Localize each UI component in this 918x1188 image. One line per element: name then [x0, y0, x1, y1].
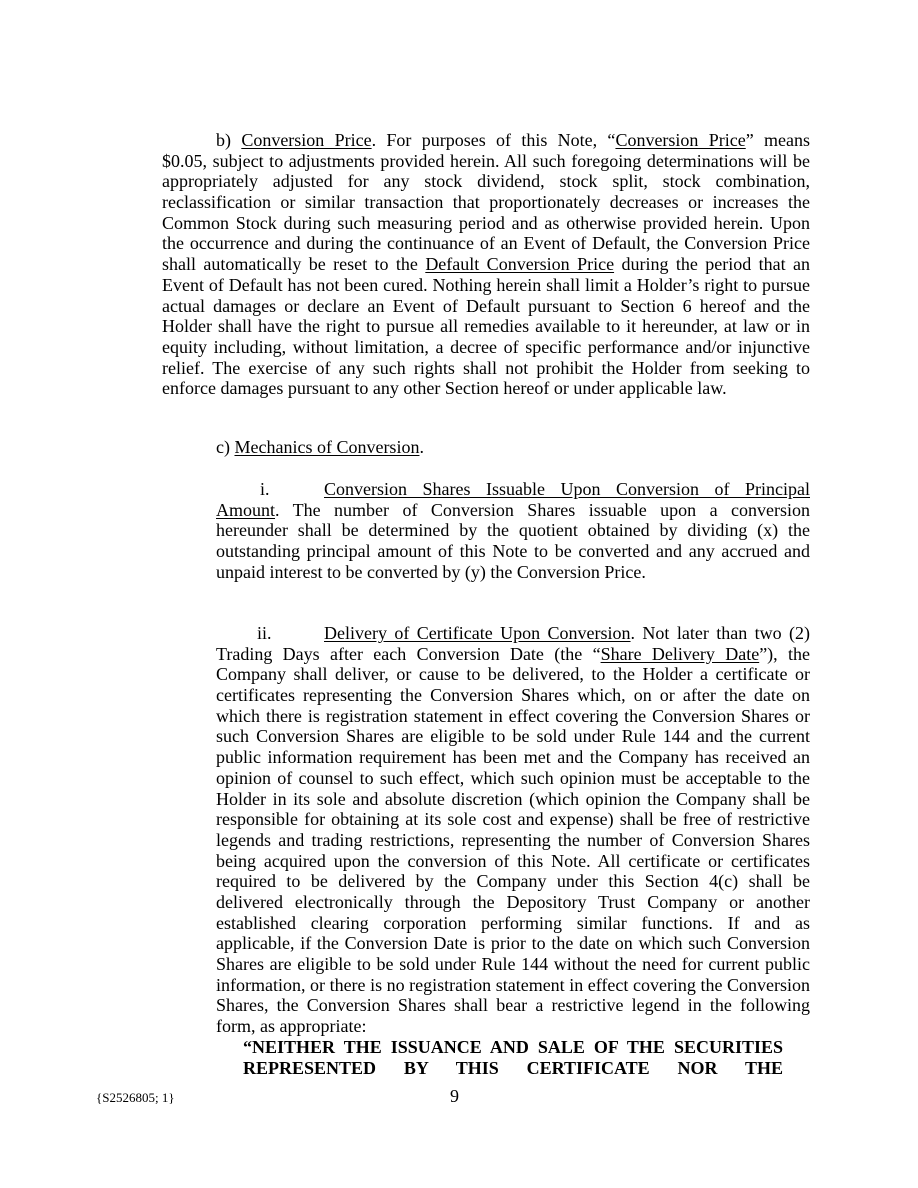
text-run: outstanding principal amount of this Note to be converted and any accrued and — [216, 541, 810, 562]
underlined-term: Mechanics of Conversion — [234, 437, 420, 457]
underlined-term: Conversion Price — [241, 130, 372, 150]
text-run: unpaid interest to be converted by (y) the Conversion Price. — [216, 561, 646, 582]
text-run: Event of Default has not been cured. Nothing herein shall limit a Holder’s right to pursue — [162, 274, 810, 295]
text-run: being acquired upon the conversion of this Note. All certificate or certificates — [216, 850, 810, 871]
text-run: appropriately adjusted for any stock dividend, stock split, stock combination, — [162, 171, 810, 192]
text-line — [216, 1016, 810, 1037]
text-run: the occurrence and during the continuance of an Event of Default, the Conversion Price — [162, 233, 810, 254]
text-run: REPRESENTED BY THIS CERTIFICATE NOR THE — [243, 1057, 783, 1078]
text-run: such Conversion Shares are eligible to be sold under Rule 144 and the current — [216, 726, 810, 747]
underlined-term: Conversion Price — [615, 130, 746, 150]
text-line — [216, 747, 810, 768]
text-run: equity including, without limitation, a decree of specific performance and/or injunctive — [162, 336, 810, 357]
text-run: b) — [216, 130, 242, 150]
text-line — [216, 685, 810, 706]
text-run: shall automatically be reset to the — [162, 254, 426, 275]
text-line — [162, 213, 810, 234]
text-run: enforce damages pursuant to any other Section hereof or under applicable law. — [162, 378, 727, 399]
paragraph-conversion-price — [162, 130, 810, 399]
text-line — [216, 871, 810, 892]
text-run: . Not later than two (2) — [630, 623, 810, 643]
text-run: hereunder shall be determined by the quotient obtained by dividing (x) the — [216, 520, 810, 541]
section-label: i. — [260, 479, 270, 499]
text-run: information, or there is no registration statement in effect covering the Conversion — [216, 974, 810, 995]
text-run: actual damages or declare an Event of Default pursuant to Section 6 hereof and the — [162, 295, 810, 316]
text-line — [162, 337, 810, 358]
text-run: public information requirement has been met and the Company has received an — [216, 747, 810, 768]
text-run: $0.05, subject to adjustments provided herein. All such foregoing determinations will be — [162, 150, 810, 171]
text-line — [162, 130, 810, 151]
text-run: ”), the — [759, 643, 810, 664]
text-run: . — [419, 437, 424, 457]
paragraph-delivery-of-certificate — [216, 623, 810, 1037]
text-run: opinion of counsel to such effect, which such opinion must be acceptable to the — [216, 767, 810, 788]
text-line — [162, 378, 810, 399]
text-line — [216, 892, 810, 913]
text-run: legends and trading restrictions, representing the number of Conversion Shares — [216, 829, 810, 850]
underlined-term: Amount — [216, 499, 276, 520]
text-line — [216, 520, 810, 541]
text-run: “NEITHER THE ISSUANCE AND SALE OF THE SECURITIES — [243, 1037, 783, 1057]
text-run: Shares are eligible to be sold under Rule 144 without the need for current public — [216, 954, 810, 974]
text-line — [162, 151, 810, 172]
text-line — [162, 171, 810, 192]
restrictive-legend — [243, 1037, 783, 1078]
text-run: delivered electronically through the Depository Trust Company or another — [216, 891, 810, 912]
text-run: responsible for obtaining at its sole cost and expense) shall be free of restrictive — [216, 809, 810, 830]
text-run: Holder in its sole and absolute discretion (which opinion the Company shall be — [216, 788, 810, 809]
text-line — [162, 254, 810, 275]
text-line — [162, 296, 810, 317]
text-line — [216, 789, 810, 810]
text-line — [216, 644, 810, 665]
text-line — [162, 358, 810, 379]
text-run: certificates representing the Conversion Shares which, on or after the date on — [216, 685, 810, 706]
text-line — [216, 975, 810, 996]
text-line — [216, 954, 810, 975]
text-line — [243, 1058, 783, 1079]
text-run: required to be delivered by the Company under this Section 4(c) shall be — [216, 871, 810, 892]
text-run: form, as appropriate: — [216, 1016, 367, 1037]
text-line — [162, 233, 810, 254]
text-line — [216, 726, 810, 747]
text-line — [162, 275, 810, 296]
text-line — [216, 913, 810, 934]
text-line — [216, 437, 810, 458]
text-line — [216, 479, 810, 500]
text-run: Trading Days after each Conversion Date (the “ — [216, 643, 601, 664]
text-run: . For purposes of this Note, “ — [371, 130, 616, 150]
text-line — [216, 830, 810, 851]
text-line — [216, 562, 810, 583]
text-line — [216, 995, 810, 1016]
text-run: c) — [216, 437, 235, 457]
section-label: ii. — [257, 623, 272, 643]
underlined-term: Delivery of Certificate Upon Conversion — [324, 623, 631, 643]
page-number: 9 — [450, 1086, 459, 1106]
underlined-term: Share Delivery Date — [600, 643, 760, 664]
text-line — [243, 1037, 783, 1058]
text-line — [216, 706, 810, 727]
text-run: established clearing corporation performing similar functions. If and as — [216, 912, 810, 933]
text-run: ” means — [745, 130, 811, 150]
text-line — [162, 192, 810, 213]
text-run: during the period that an — [614, 254, 811, 275]
text-run: Holder shall have the right to pursue all remedies available to it hereunder, at law or in — [162, 316, 810, 337]
text-line — [216, 664, 810, 685]
text-line — [216, 851, 810, 872]
text-line — [216, 623, 810, 644]
text-run: applicable, if the Conversion Date is prior to the date on which such Conversion — [216, 933, 810, 954]
paragraph-conversion-shares-issuable — [216, 479, 810, 582]
text-line — [216, 933, 810, 954]
underlined-term: Conversion Shares Issuable Upon Conversion of Principal — [324, 479, 810, 499]
text-run: Shares, the Conversion Shares shall bear a restrictive legend in the following — [216, 995, 810, 1016]
footer-document-id: {S2526805; 1} — [96, 1090, 175, 1105]
text-run: which there is registration statement in effect covering the Conversion Shares or — [216, 705, 810, 726]
heading-mechanics-of-conversion — [216, 437, 810, 458]
text-line — [216, 809, 810, 830]
text-line — [216, 500, 810, 521]
underlined-term: Default Conversion Price — [425, 254, 615, 275]
text-run: reclassification or similar transaction that proportionately decreases or increases the — [162, 192, 810, 213]
text-line — [216, 768, 810, 789]
text-line — [162, 316, 810, 337]
text-run: Company shall deliver, or cause to be delivered, to the Holder a certificate or — [216, 664, 810, 685]
text-run: . The number of Conversion Shares issuable upon a conversion — [275, 499, 810, 520]
text-run: Common Stock during such measuring period and as otherwise provided herein. Upon — [162, 212, 810, 233]
text-run: relief. The exercise of any such rights shall not prohibit the Holder from seeking to — [162, 357, 810, 378]
text-line — [216, 541, 810, 562]
